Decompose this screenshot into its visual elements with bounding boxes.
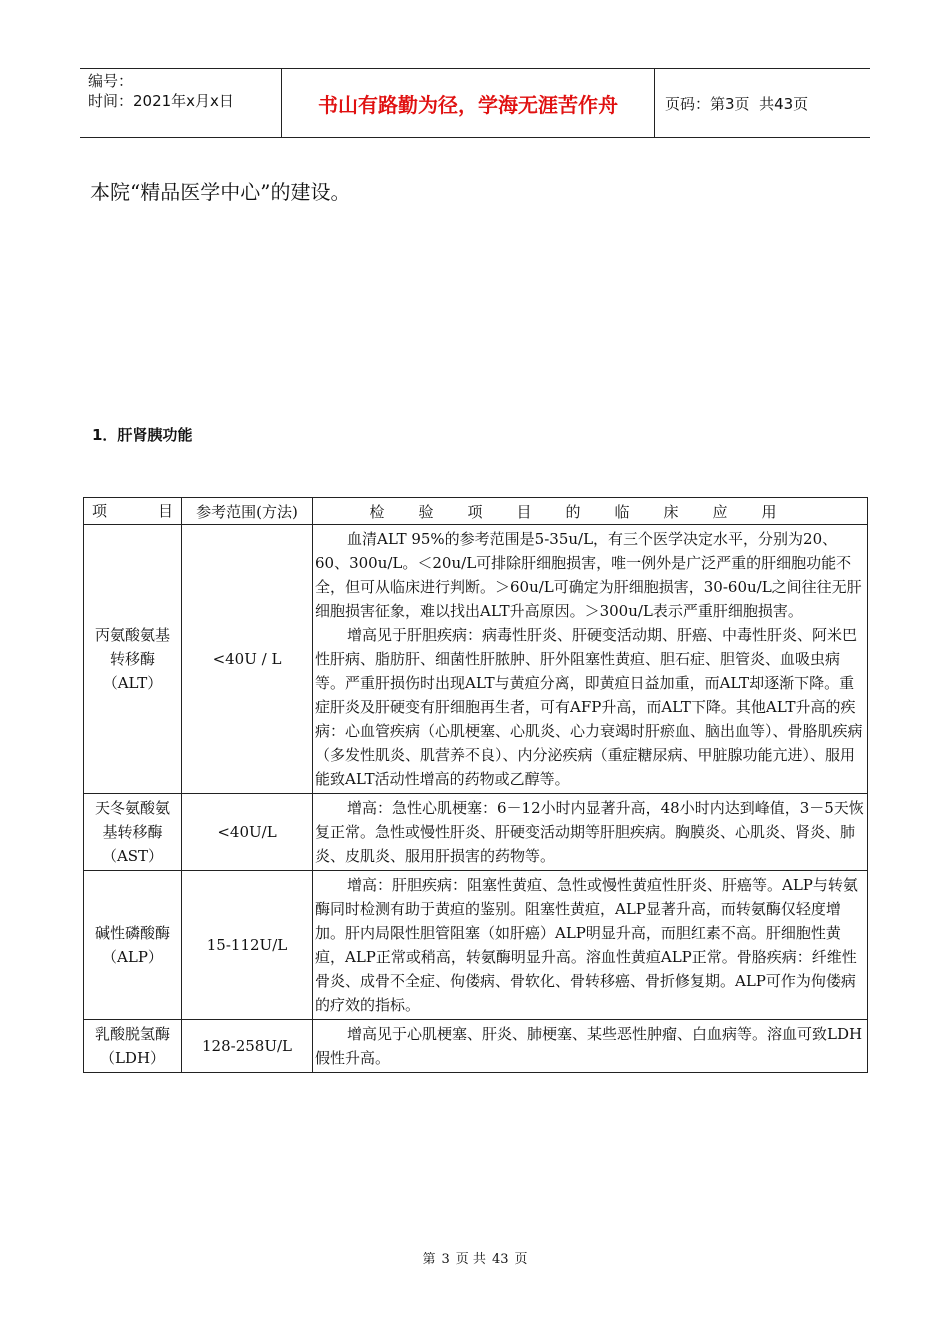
test-name-line: 基转移酶 xyxy=(102,823,163,841)
application-paragraph: 增高：肝胆疾病：阻塞性黄疸、急性或慢性黄疸性肝炎、肝癌等。ALP与转氨酶同时检测有助于黄疸的鉴别。阻塞性黄疸，ALP显著升高，而转氨酶仅轻度增加。肝内局限性胆管阻塞（如肝癌）ALP明显升高，而胆红素不高。肝细胞性黄疸，ALP正常或稍高，转氨酶明显升高。溶血性黄疸ALP正常。骨胳疾病：纤维性骨炎、成骨不全症、佝偻病、骨软化、骨转移癌、骨折修复期。ALP可作为佝偻病的疗效的指标。 xyxy=(315,876,858,1014)
table-header-row xyxy=(84,498,868,525)
footer-suffix: 页 xyxy=(514,1252,528,1267)
reference-range-cell: <40U/L xyxy=(182,794,313,871)
clinical-application-cell xyxy=(313,794,868,871)
clinical-application-cell xyxy=(313,871,868,1020)
header-page-label: 页码：第3页 共43页 xyxy=(665,94,809,113)
footer-page-total: 43 xyxy=(491,1252,509,1267)
footer-mid: 页 共 xyxy=(455,1252,486,1267)
lab-test-table xyxy=(83,497,868,1073)
table-row xyxy=(84,871,868,1020)
test-name-line: （ALT） xyxy=(102,674,163,692)
page-footer xyxy=(0,1248,950,1267)
test-name-line: 转移酶 xyxy=(109,650,155,668)
reference-range-cell: 128-258U/L xyxy=(182,1020,313,1073)
test-name-cell xyxy=(84,1020,182,1073)
test-name-cell xyxy=(84,871,182,1020)
header-meta xyxy=(80,69,282,137)
test-name-cell xyxy=(84,525,182,794)
header-item-a: 项 xyxy=(92,502,108,520)
header-item-b: 目 xyxy=(157,502,173,520)
header-range: 参考范围(方法) xyxy=(182,498,313,525)
application-paragraph: 增高见于肝胆疾病：病毒性肝炎、肝硬变活动期、肝癌、中毒性肝炎、阿米巴性肝病、脂肪肝、细菌性肝脓肿、肝外阻塞性黄疸、胆石症、胆管炎、血吸虫病等。严重肝损伤时出现ALT与黄疸分离，即黄疸日益加重，而ALT却逐渐下降。重症肝炎及肝硬变有肝细胞再生者，可有AFP升高，而ALT下降。其他ALT升高的疾病：心血管疾病（心肌梗塞、心肌炎、心力衰竭时肝瘀血、脑出血等）、骨胳肌疾病（多发性肌炎、肌营养不良）、内分泌疾病（重症糖尿病、甲脏腺功能亢进）、服用能致ALT活动性增高的药物或乙醇等。 xyxy=(315,626,863,788)
test-name-line: （ALP） xyxy=(102,948,163,966)
header-motto: 书山有路勤为径，学海无涯苦作舟 xyxy=(282,69,655,137)
test-name-line: （AST） xyxy=(101,847,164,865)
test-name-line: 乳酸脱氢酶 xyxy=(94,1025,170,1043)
table-row xyxy=(84,794,868,871)
application-paragraph: 血清ALT 95%的参考范围是5-35u/L，有三个医学决定水平，分别为20、60、300u/L。＜20u/L可排除肝细胞损害，唯一例外是广泛严重的肝细胞功能不全，但可从临床进行判断。＞60u/L可确定为肝细胞损害，30-60u/L之间往往无肝细胞损害征象，难以找出ALT升高原因。＞300u/L表示严重肝细胞损害。 xyxy=(315,530,862,620)
clinical-application-cell xyxy=(313,525,868,794)
application-paragraph: 增高：急性心肌梗塞：6－12小时内显著升高，48小时内达到峰值，3－5天恢复正常。急性或慢性肝炎、肝硬变活动期等肝胆疾病。胸膜炎、心肌炎、肾炎、肺炎、皮肌炎、服用肝损害的药物等。 xyxy=(315,799,864,865)
footer-prefix: 第 xyxy=(422,1252,436,1267)
table-row xyxy=(84,1020,868,1073)
section-title: 1．肝肾胰功能 xyxy=(92,426,193,444)
header-page-info xyxy=(655,69,870,137)
document-number-label: 编号： xyxy=(88,72,134,90)
table-row xyxy=(84,525,868,794)
header-item xyxy=(84,498,182,525)
test-name-cell xyxy=(84,794,182,871)
test-name-line: 丙氨酸氨基 xyxy=(94,626,170,644)
reference-range-cell: 15-112U/L xyxy=(182,871,313,1020)
footer-page-number: 3 xyxy=(441,1252,450,1267)
test-name-line: （LDH） xyxy=(99,1049,166,1067)
reference-range-cell: <40U / L xyxy=(182,525,313,794)
application-paragraph: 增高见于心肌梗塞、肝炎、肺梗塞、某些恶性肿瘤、白血病等。溶血可致LDH假性升高。 xyxy=(315,1025,863,1067)
test-name-line: 天冬氨酸氨 xyxy=(94,799,170,817)
document-time-label: 时间：2021年x月x日 xyxy=(88,92,234,110)
header-application: 检验项目的临床应用 xyxy=(313,498,868,525)
page-header xyxy=(80,68,870,138)
intro-text: 本院“精品医学中心”的建设。 xyxy=(90,180,351,204)
clinical-application-cell xyxy=(313,1020,868,1073)
test-name-line: 碱性磷酸酶 xyxy=(94,924,170,942)
